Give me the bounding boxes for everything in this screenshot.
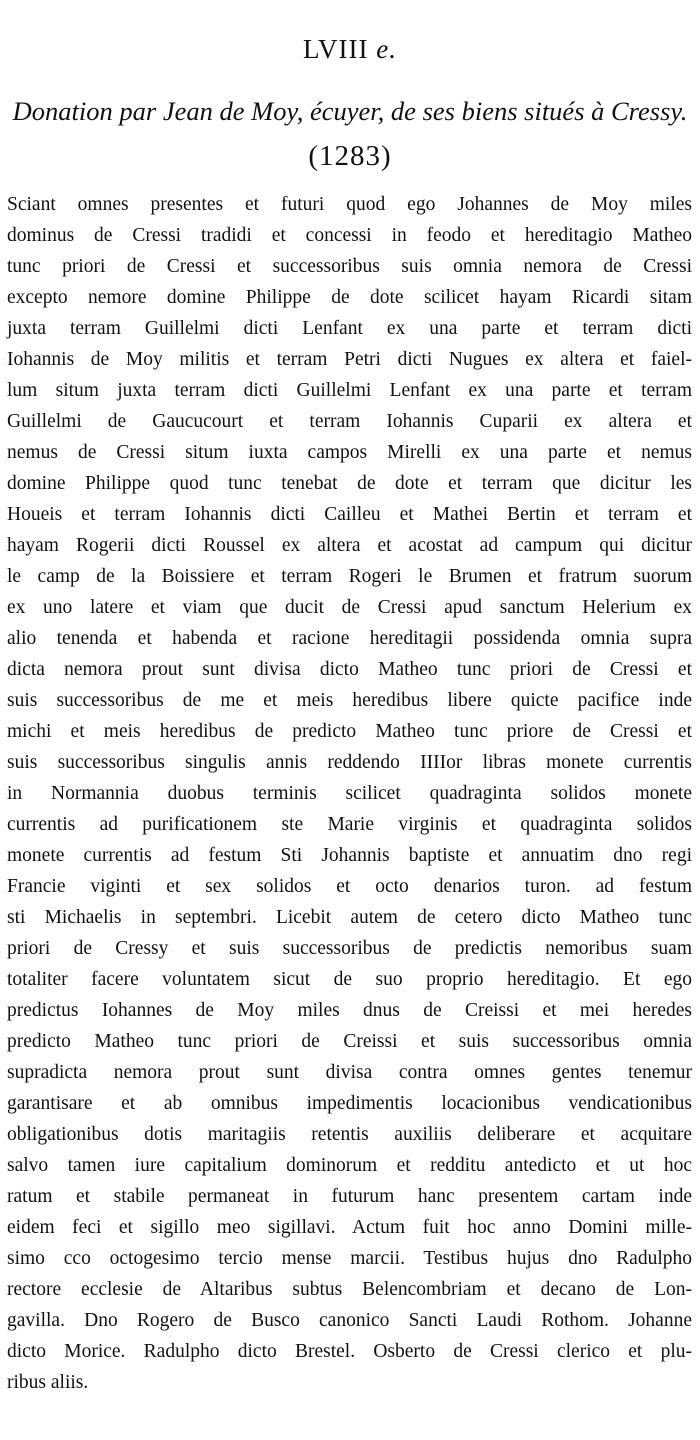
text-line: predicto Matheo tunc priori de Creissi et suis successoribus omnia — [7, 1031, 692, 1052]
text-line: suis successoribus de me et meis heredibus libere quicte pacifice inde — [7, 690, 692, 711]
text-line: rectore ecclesie de Altaribus subtus Belencombriam et decano de Lon- — [7, 1279, 692, 1300]
text-line: ex uno latere et viam que ducit de Cressi apud sanctum Helerium ex — [7, 597, 692, 618]
text-line: nemus de Cressi situm iuxta campos Mirelli ex una parte et nemus — [7, 442, 692, 463]
text-line: eidem feci et sigillo meo sigillavi. Actum fuit hoc anno Domini mille- — [7, 1217, 692, 1238]
text-line: dominus de Cressi tradidi et concessi in feodo et hereditagio Matheo — [7, 225, 692, 246]
text-line: le camp de la Boissiere et terram Rogeri le Brumen et fratrum suorum — [7, 566, 692, 587]
text-line: monete currentis ad festum Sti Johannis baptiste et annuatim dno regi — [7, 845, 692, 866]
text-line: totaliter facere voluntatem sicut de suo proprio hereditagio. Et ego — [7, 969, 692, 990]
charter-title: Donation par Jean de Moy, écuyer, de ses biens situés à Cressy. — [12, 96, 688, 126]
text-line: dicta nemora prout sunt divisa dicto Matheo tunc priori de Cressi et — [7, 659, 692, 680]
text-line: ribus aliis. — [7, 1372, 89, 1393]
text-line: Iohannis de Moy militis et terram Petri dicti Nugues ex altera et faiel- — [7, 349, 692, 370]
text-line: Houeis et terram Iohannis dicti Cailleu et Mathei Bertin et terram et — [7, 504, 692, 525]
text-line: sti Michaelis in septembri. Licebit autem de cetero dicto Matheo tunc — [7, 907, 692, 928]
text-line: obligationibus dotis maritagiis retentis auxiliis deliberare et acquitare — [7, 1124, 692, 1145]
charter-number — [0, 34, 700, 65]
text-line: salvo tamen iure capitalium dominorum et redditu antedicto et ut hoc — [7, 1155, 692, 1176]
text-line: Guillelmi de Gaucucourt et terram Iohannis Cuparii ex altera et — [7, 411, 692, 432]
charter-text — [7, 189, 692, 1398]
text-line: supradicta nemora prout sunt divisa contra omnes gentes tenemur — [7, 1062, 692, 1083]
text-line: in Normannia duobus terminis scilicet quadraginta solidos monete — [7, 783, 692, 804]
text-line: garantisare et ab omnibus impedimentis locacionibus vendicationibus — [7, 1093, 692, 1114]
text-line: simo cco octogesimo tercio mense marcii. Testibus hujus dno Radulpho — [7, 1248, 692, 1269]
text-line: Francie viginti et sex solidos et octo denarios turon. ad festum — [7, 876, 692, 897]
charter-year: (1283) — [308, 140, 392, 172]
text-line: Sciant omnes presentes et futuri quod ego Johannes de Moy miles — [7, 194, 692, 215]
text-line: gavilla. Dno Rogero de Busco canonico Sancti Laudi Rothom. Johanne — [7, 1310, 692, 1331]
text-line: dicto Morice. Radulpho dicto Brestel. Osberto de Cressi clerico et plu- — [7, 1341, 692, 1362]
text-line: tunc priori de Cressi et successoribus suis omnia nemora de Cressi — [7, 256, 692, 277]
text-line: michi et meis heredibus de predicto Matheo tunc priore de Cressi et — [7, 721, 692, 742]
text-line: domine Philippe quod tunc tenebat de dote et terram que dicitur les — [7, 473, 692, 494]
text-line: priori de Cressy et suis successoribus de predictis nemoribus suam — [7, 938, 692, 959]
text-line: lum situm juxta terram dicti Guillelmi Lenfant ex una parte et terram — [7, 380, 692, 401]
text-line: suis successoribus singulis annis reddendo IIIIor libras monete currentis — [7, 752, 692, 773]
text-line: juxta terram Guillelmi dicti Lenfant ex una parte et terram dicti — [7, 318, 692, 339]
charter-number-suffix: e. — [376, 34, 397, 64]
text-line: predictus Iohannes de Moy miles dnus de Creissi et mei heredes — [7, 1000, 692, 1021]
charter-number-numeral: LVIII — [303, 34, 369, 64]
text-line: currentis ad purificationem ste Marie virginis et quadraginta solidos — [7, 814, 692, 835]
text-line: hayam Rogerii dicti Roussel ex altera et acostat ad campum qui dicitur — [7, 535, 692, 556]
text-line: excepto nemore domine Philippe de dote scilicet hayam Ricardi sitam — [7, 287, 692, 308]
text-line: alio tenenda et habenda et racione hereditagii possidenda omnia supra — [7, 628, 692, 649]
text-line: ratum et stabile permaneat in futurum hanc presentem cartam inde — [7, 1186, 692, 1207]
